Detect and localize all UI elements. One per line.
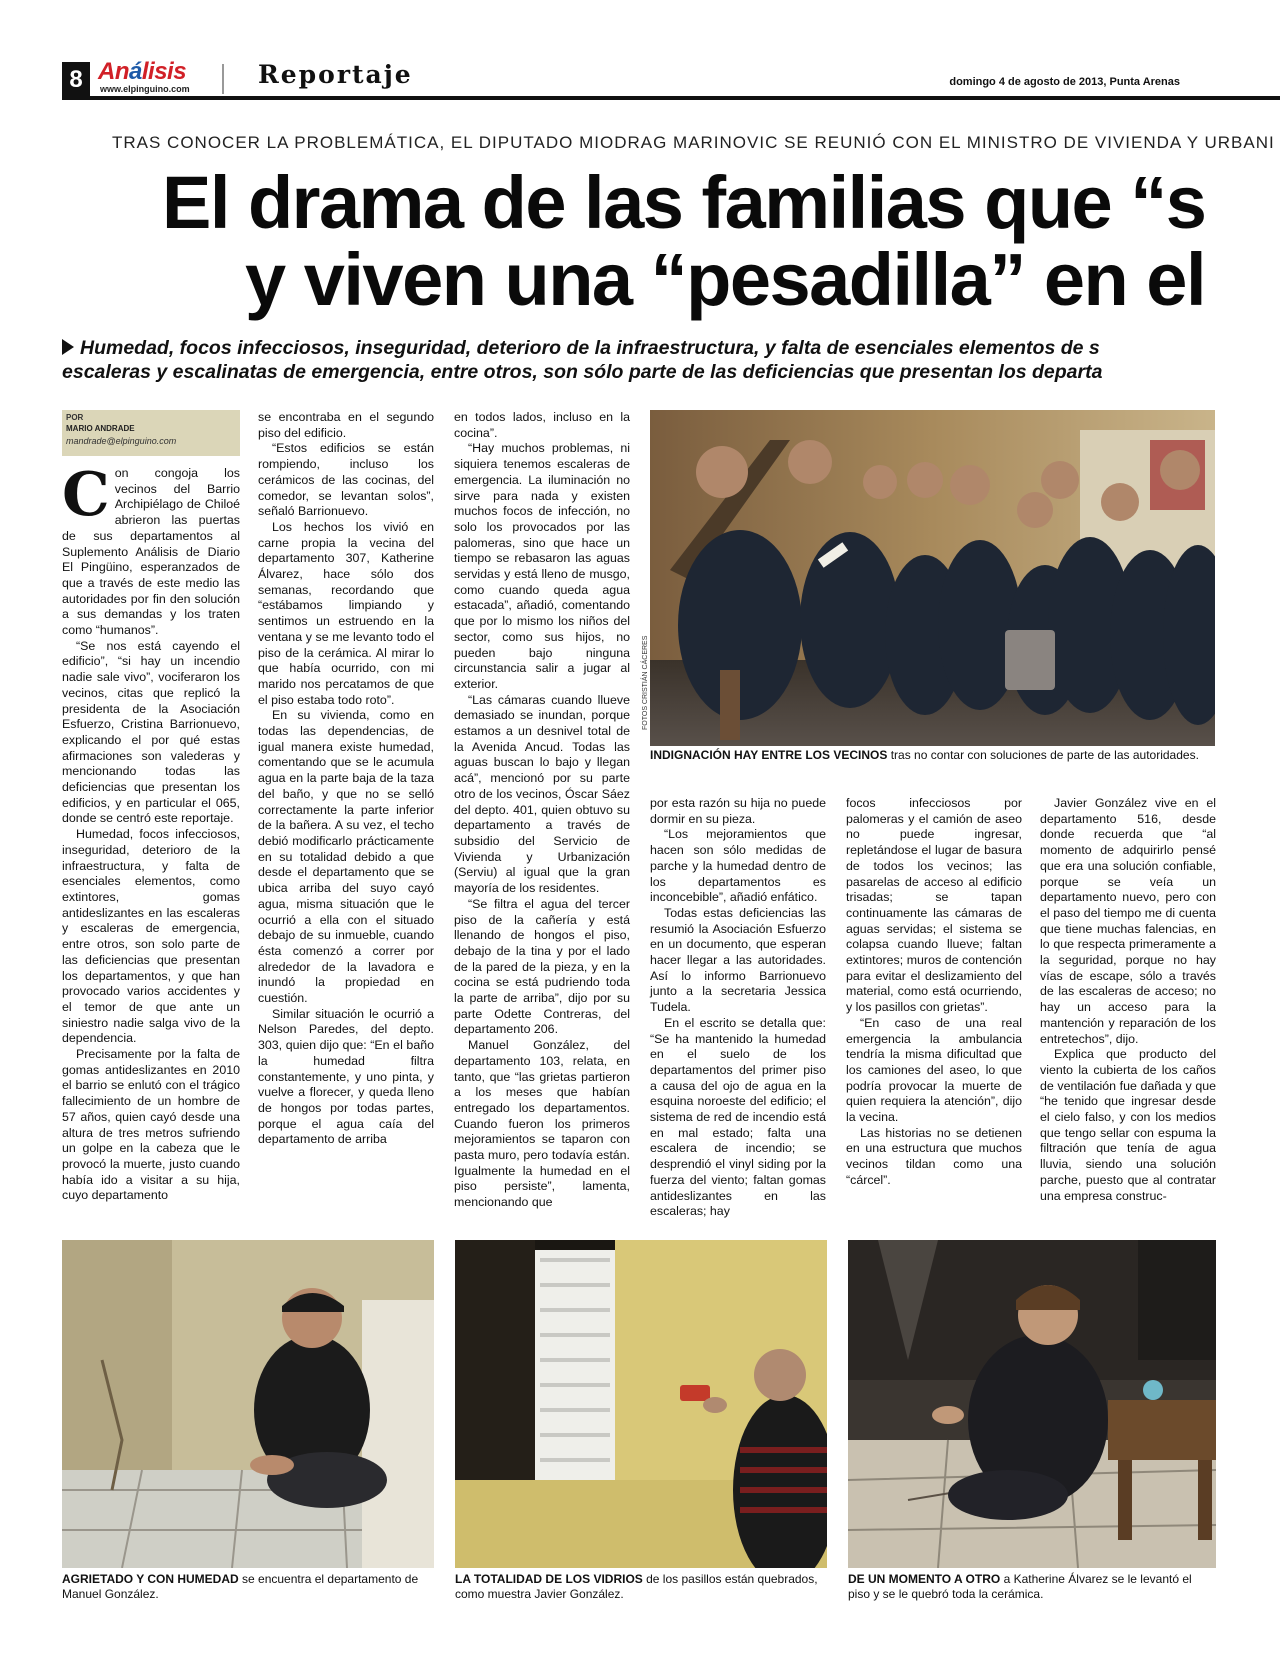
paragraph: focos infecciosos por palomeras y el camión de aseo no puede ingresar, repletándose el lugar de basura de todos los vecinos; las pasarelas de acceso al edificio trisadas; se tapan continuamente las cámaras de aguas servidas; el sistema se colapsa cuando llueve; faltan extintores; muros de contención para evitar el deslizamiento del material, como está ocurriendo, y los pasillos con grietas”. <box>846 796 1022 1015</box>
paragraph: Precisamente por la falta de gomas antideslizantes en 2010 el barrio se enlutó con el trágico fallecimiento de un hombre de 57 años, quien cayó desde una altura de tres metros sufriendo un golpe en la cabeza que le provocó la muerte, justo cuando había ido a visitar a su hija, cuyo departamento <box>62 1047 240 1203</box>
paragraph: En el escrito se detalla que: “Se ha mantenido la humedad en el suelo de los departamentos del primer piso a causa del ojo de agua en la esquina noroeste del edificio; el sistema de red de incendio está en mal estado; falta una escalera de incendio; se desprendió el vinyl siding por la fuerza del viento; faltan gomas antideslizantes en las escaleras; hay <box>650 1015 826 1219</box>
paragraph: “Se nos está cayendo el edificio”, “si hay un incendio nadie sale vivo”, vociferaron los vecinos, citas que replicó la presidenta de la Asociación Esfuerzo, Cristina Barrionuevo, explicando el por qué estas afirmaciones son valederas y mencionando todas las deficiencias que presentan los edificios, y en particular el 065, donde se centró este reportaje. <box>62 638 240 826</box>
logo-name: Análisis <box>98 58 187 85</box>
paragraph: en todos lados, incluso en la cocina”. <box>454 410 630 440</box>
byline <box>62 410 240 456</box>
photo-broken-windows-caption: LA TOTALIDAD DE LOS VIDRIOS de los pasillos están quebrados, como muestra Javier González. <box>455 1572 818 1601</box>
photo-credit: FOTOS CRISTIÁN CÁCERES <box>642 635 649 730</box>
paragraph: por esta razón su hija no puede dormir en su pieza. <box>650 796 826 826</box>
paragraph: Con congoja los vecinos del Barrio Archipiélago de Chiloé abrieron las puertas de sus departamentos al Suplemento Análisis de Diario El Pingüino, esperanzados de que a través de este medio las autoridades por fin den solución a sus demandas y los traten como “humanos”. <box>62 460 240 638</box>
headline-line-2: y viven una “pesadilla” en el <box>245 238 1206 321</box>
photo-manuel-gonzalez-image <box>62 1240 434 1568</box>
deck-line-2: escaleras y escalinatas de emergencia, entre otros, son sólo parte de las deficiencias que presentan los departa <box>62 361 1103 383</box>
paragraph: “Se filtra el agua del tercer piso de la cañería y está llenando de hongos el piso, debajo de la tina y por el lado de la pared de la pieza, y en la cocina se está pudriendo toda la parte de arriba”, dijo por su parte Odette Contreras, del departamento 206. <box>454 896 630 1037</box>
paragraph: Similar situación le ocurrió a Nelson Paredes, del depto. 303, quien dijo que: “En el baño la humedad filtra constantemente, y uno pinta, y vuelve a florecer, y queda lleno de hongos por todas partes, porque el agua caía del departamento de arriba <box>258 1006 434 1147</box>
paragraph: “Estos edificios se están rompiendo, incluso los cerámicos de las cocinas, del comedor, se levantan solos”, señaló Barrionuevo. <box>258 441 434 519</box>
byline-por: POR <box>66 413 84 422</box>
paragraph: “Las cámaras cuando llueve demasiado se inundan, porque estamos a un desnivel total de la Avenida Ancud. Todas las aguas buscan lo bajo y llegan acá”, mencionó por su parte otro de los vecinos, Óscar Sáez del depto. 401, quien obtuvo su departamento a través de subsidio del Servicio de Vivienda y Urbanización (Serviu) al igual que la gran mayoría de los residentes. <box>454 692 630 896</box>
byline-email[interactable]: mandrade@elpinguino.com <box>66 436 177 446</box>
paragraph: “En caso de una real emergencia la ambulancia tendría la misma dificultad que los camiones del aseo, lo que podría provocar la muerte de quien requiera la atención”, dijo la vecina. <box>846 1015 1022 1125</box>
deck-line-1: Humedad, focos infecciosos, inseguridad, deterioro de la infraestructura, y falta de esenciales elementos de s <box>62 336 1280 360</box>
article-column-5 <box>846 796 1022 1189</box>
photo-manuel-gonzalez-caption: AGRIETADO Y CON HUMEDAD se encuentra el departamento de Manuel González. <box>62 1572 419 1601</box>
photo-broken-windows <box>455 1240 827 1568</box>
group-photo-image <box>650 410 1215 746</box>
main-photo-caption: INDIGNACIÓN HAY ENTRE LOS VECINOS tras no contar con soluciones de parte de las autoridades. <box>650 748 1199 762</box>
header-rule <box>62 96 1280 100</box>
photo-katherine-alvarez <box>848 1240 1216 1568</box>
triangle-bullet-icon <box>62 339 74 355</box>
paragraph: Los hechos los vivió en carne propia la vecina del departamento 307, Katherine Álvarez, hace sólo dos semanas, recordando que “estábamos limpiando y sentimos un estruendo en la ventana y se me levanto todo el piso de la cerámica. Al mirar lo que había ocurrido, con mi marido nos percatamos de que el piso estaba todo roto”. <box>258 519 434 707</box>
article-column-2 <box>258 410 434 1148</box>
byline-author: MARIO ANDRADE <box>66 424 135 433</box>
dropcap: C <box>62 460 110 530</box>
header-divider <box>222 64 224 94</box>
photo-katherine-alvarez-caption: DE UN MOMENTO A OTRO a Katherine Álvarez se le levantó el piso y se le quebró toda la cerámica. <box>848 1572 1192 1601</box>
paragraph: Las historias no se detienen en una estructura que muchos vecinos tildan como una “cárcel”. <box>846 1125 1022 1187</box>
headline-line-1: El drama de las familias que “s <box>162 161 1206 244</box>
paragraph: Javier González vive en el departamento 516, desde donde recuerda que “al momento de adquirirlo pensé que era una solución confiable, porque se veía un departamento nuevo, pero con el paso del tiempo me di cuenta que tiene muchas falencias, en lo que respecta primeramente a la seguridad, porque no hay vías de escape, sólo a través de las escaleras de acceso; no hay un acceso para la mantención y reparación de los entretechos”, dijo. <box>1040 796 1216 1046</box>
group-photo <box>650 410 1215 746</box>
paragraph: Explica que producto del viento la cubierta de los caños de ventilación fue dañada y que “he tenido que ingresar desde el cielo falso, y con los medios que tengo sellar con espuma la filtración que tenía de agua lluvia, siendo una solución parche, puesto que al contratar una empresa construc- <box>1040 1047 1216 1203</box>
paragraph: “Hay muchos problemas, ni siquiera tenemos escaleras de emergencia. La iluminación no sirve para nada y existen muchos focos de infección, no solo los provocados por las palomeras, sino que hace un tiempo se rebasaron las aguas servidas y está lleno de musgo, como cuando queda agua estacada”, añadió, comentando que por lo mismo los niños del sector, como sus hijos, no pueden bajo ninguna circunstancia salir a jugar al exterior. <box>454 441 630 691</box>
article-column-4 <box>650 796 826 1220</box>
article-kicker: TRAS CONOCER LA PROBLEMÁTICA, EL DIPUTADO MIODRAG MARINOVIC SE REUNIÓ CON EL MINISTRO DE VIVIENDA Y URBANI <box>112 133 1275 152</box>
article-column-3 <box>454 410 630 1211</box>
article-column-1 <box>62 460 240 1204</box>
page-number: 8 <box>62 62 90 98</box>
photo-katherine-alvarez-image <box>848 1240 1216 1568</box>
dateline: domingo 4 de agosto de 2013, Punta Arenas <box>949 76 1180 88</box>
photo-manuel-gonzalez <box>62 1240 434 1568</box>
photo-broken-windows-image <box>455 1240 827 1568</box>
article-column-6 <box>1040 796 1216 1204</box>
paragraph: Manuel González, del departamento 103, relata, en tanto, que “las grietas partieron a los meses que habían entregado los departamentos. Cuando fueron los primeros mejoramientos se taparon con pasta muro, pero todavía están. Igualmente la humedad en el piso persiste”, lamenta, mencionando que <box>454 1038 630 1210</box>
paragraph: En su vivienda, como en todas las dependencias, de igual manera existe humedad, comentando que se le acumula agua en la parte baja de la taza del baño, y que no se selló correctamente la parte inferior de la bañera. A su vez, el techo debió modificarlo prácticamente en su totalidad debido a que desde el departamento que se ubica arriba del suyo cayó agua, misma situación que le ocurrió a ella con el situado debajo de su inmueble, cuando ésta comenzó a correr por alrededor de la lavadora e inundó la propiedad en cuestión. <box>258 708 434 1006</box>
paragraph: Todas estas deficiencias las resumió la Asociación Esfuerzo en un documento, que esperan hacer llegar a las autoridades. Así lo informo Barrionuevo junto a la secretaria Jessica Tudela. <box>650 905 826 1015</box>
newspaper-logo[interactable] <box>98 60 278 96</box>
section-title: Reportaje <box>258 60 413 89</box>
page-header <box>62 60 1280 98</box>
logo-url[interactable]: www.elpinguino.com <box>100 84 190 94</box>
paragraph: Humedad, focos infecciosos, inseguridad, deterioro de la infraestructura, y falta de esenciales elementos, como extintores, gomas antideslizantes en las escaleras y escaleras de emergencia, entre otros, son solo parte de las deficiencias que presentan los departamentos, y que han provocado varios accidentes y el temor de que ante un siniestro nadie salga vivo de la dependencia. <box>62 827 240 1046</box>
paragraph: se encontraba en el segundo piso del edificio. <box>258 410 434 440</box>
paragraph: “Los mejoramientos que hacen son sólo medidas de parche y la humedad dentro de los departamentos es inconcebible”, añadió enfático. <box>650 827 826 905</box>
